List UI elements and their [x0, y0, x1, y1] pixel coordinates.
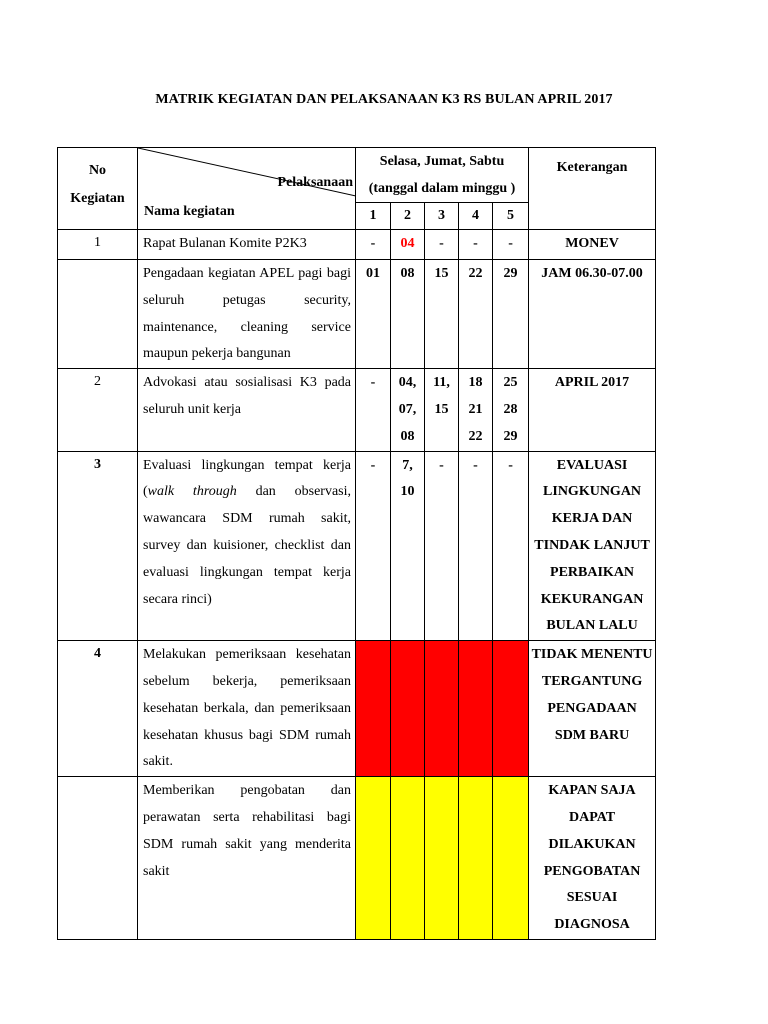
- row-keterangan: APRIL 2017: [529, 369, 656, 451]
- row-keterangan: TIDAK MENENTU TERGANTUNG PENGADAAN SDM BARU: [529, 641, 656, 777]
- row-week-2: 04: [391, 230, 425, 260]
- table-row: [58, 451, 656, 641]
- header-week-1: 1: [356, 203, 391, 230]
- row-week-5: 25 28 29: [493, 369, 529, 451]
- row-activity-name: Pengadaan kegiatan APEL pagi bagi seluruh petugas security, maintenance, cleaning service maupun pekerja bangunan: [138, 260, 356, 369]
- row-week-4: -: [459, 451, 493, 641]
- row-week-5: -: [493, 230, 529, 260]
- header-week-5: 5: [493, 203, 529, 230]
- header-week-2: 2: [391, 203, 425, 230]
- row-week-1: 01: [356, 260, 391, 369]
- row-week-2-fill: [391, 777, 425, 940]
- row-activity-name: Advokasi atau sosialisasi K3 pada seluruh unit kerja: [138, 369, 356, 451]
- header-days: Selasa, Jumat, Sabtu (tanggal dalam minggu ): [356, 148, 529, 203]
- row-week-3-fill: [425, 641, 459, 777]
- row-week-3: 11, 15: [425, 369, 459, 451]
- table-row: [58, 777, 656, 940]
- row-no: [58, 260, 138, 369]
- header-diagonal-cell: [138, 148, 356, 230]
- row-week-3: 15: [425, 260, 459, 369]
- row-week-4-fill: [459, 777, 493, 940]
- row-week-5-fill: [493, 641, 529, 777]
- row-keterangan: MONEV: [529, 230, 656, 260]
- header-keterangan: Keterangan: [529, 148, 656, 230]
- row-week-1-fill: [356, 777, 391, 940]
- row-week-5: -: [493, 451, 529, 641]
- row-week-2: 04, 07, 08: [391, 369, 425, 451]
- table-row: [58, 369, 656, 451]
- table-row: [58, 641, 656, 777]
- row-week-1: -: [356, 230, 391, 260]
- row-activity-name: Melakukan pemeriksaan kesehatan sebelum bekerja, pemeriksaan kesehatan berkala, dan pemeriksaan kesehatan khusus bagi SDM rumah sakit.: [138, 641, 356, 777]
- row-week-2: 7, 10: [391, 451, 425, 641]
- row-no: 2: [58, 369, 138, 451]
- row-week-4-fill: [459, 641, 493, 777]
- row-week-4: 18 21 22: [459, 369, 493, 451]
- header-week-4: 4: [459, 203, 493, 230]
- header-no-kegiatan: No Kegiatan: [58, 148, 138, 230]
- row-keterangan: KAPAN SAJA DAPAT DILAKUKAN PENGOBATAN SESUAI DIAGNOSA: [529, 777, 656, 940]
- header-nama-kegiatan: Nama kegiatan: [144, 204, 235, 219]
- row-week-3: -: [425, 451, 459, 641]
- activity-matrix-table: [57, 147, 656, 940]
- row-week-3: -: [425, 230, 459, 260]
- row-no: 4: [58, 641, 138, 777]
- header-pelaksanaan: Pelaksanaan: [277, 175, 353, 190]
- header-week-3: 3: [425, 203, 459, 230]
- row-week-1-fill: [356, 641, 391, 777]
- row-keterangan: JAM 06.30-07.00: [529, 260, 656, 369]
- row-no: [58, 777, 138, 940]
- row-week-4: -: [459, 230, 493, 260]
- row-no: 1: [58, 230, 138, 260]
- row-week-5: 29: [493, 260, 529, 369]
- row-activity-name: Memberikan pengobatan dan perawatan serta rehabilitasi bagi SDM rumah sakit yang menderita sakit: [138, 777, 356, 940]
- row-week-1: -: [356, 369, 391, 451]
- row-week-4: 22: [459, 260, 493, 369]
- row-week-5-fill: [493, 777, 529, 940]
- row-week-2: 08: [391, 260, 425, 369]
- row-week-3-fill: [425, 777, 459, 940]
- row-no: 3: [58, 451, 138, 641]
- table-row: [58, 230, 656, 260]
- page-title: MATRIK KEGIATAN DAN PELAKSANAAN K3 RS BULAN APRIL 2017: [155, 92, 613, 107]
- row-week-2-fill: [391, 641, 425, 777]
- table-row: [58, 260, 656, 369]
- row-activity-name: Evaluasi lingkungan tempat kerja (walk through dan observasi, wawancara SDM rumah sakit, survey dan kuisioner, checklist dan evaluasi lingkungan tempat kerja secara rinci): [138, 451, 356, 641]
- row-activity-name: Rapat Bulanan Komite P2K3: [138, 230, 356, 260]
- row-week-1: -: [356, 451, 391, 641]
- row-keterangan: EVALUASI LINGKUNGAN KERJA DAN TINDAK LANJUT PERBAIKAN KEKURANGAN BULAN LALU: [529, 451, 656, 641]
